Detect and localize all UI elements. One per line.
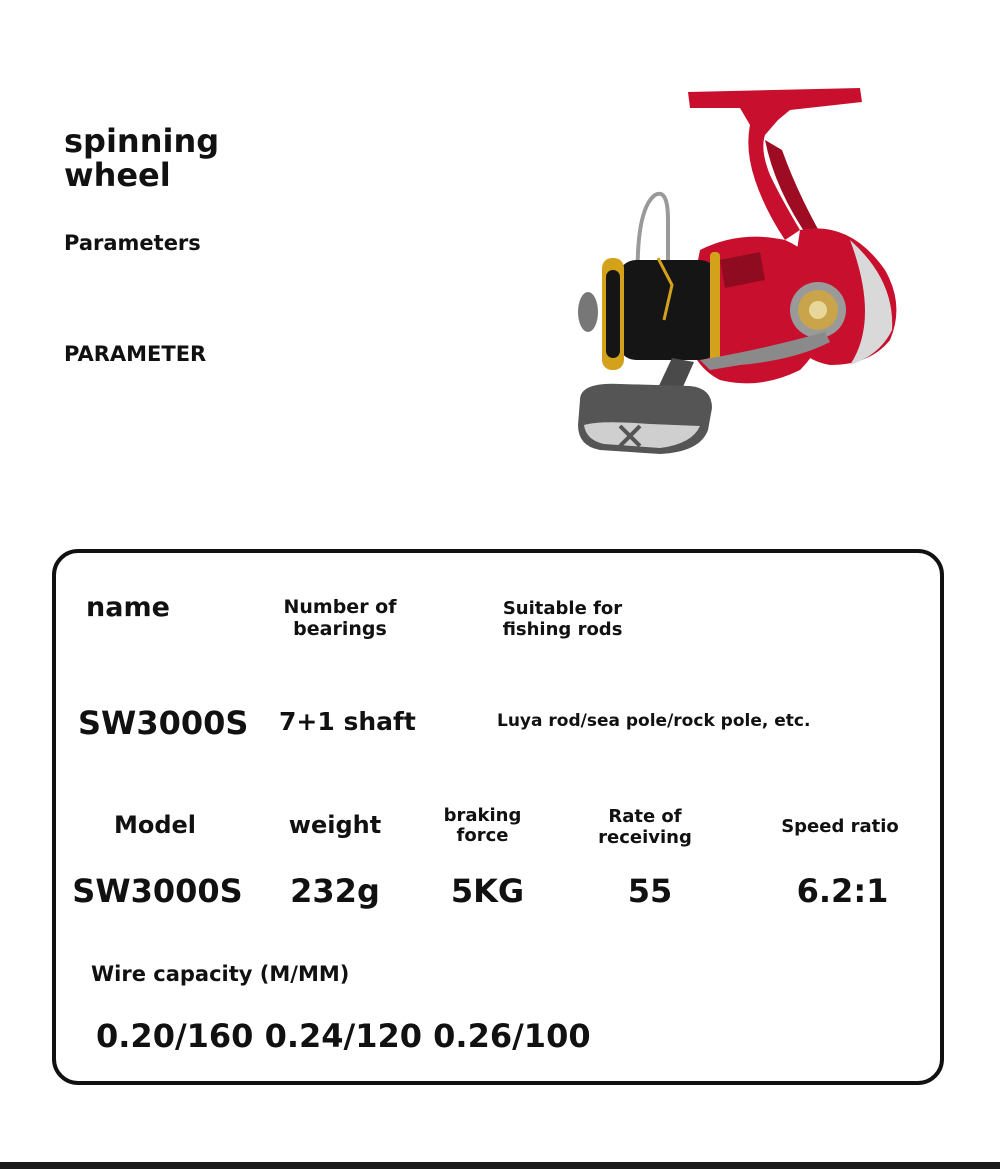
label-number-of-bearings: Number of bearings xyxy=(283,596,397,640)
value-braking-force: 5KG xyxy=(450,872,525,910)
spinning-reel-icon xyxy=(560,80,920,470)
value-model: SW3000S xyxy=(72,872,243,910)
value-rate-of-receiving: 55 xyxy=(627,872,673,910)
label-wire-capacity: Wire capacity (M/MM) xyxy=(91,962,350,986)
page-title: spinning wheel xyxy=(64,122,220,194)
label-speed-ratio: Speed ratio xyxy=(781,816,899,837)
label-suitable-rods: Suitable for fishing rods xyxy=(502,598,623,640)
label-rate-of-receiving: Rate of receiving xyxy=(598,806,692,848)
value-bearings: 7+1 shaft xyxy=(279,707,416,736)
spinning-reel-image xyxy=(560,80,920,470)
value-suitable-rods: Luya rod/sea pole/rock pole, etc. xyxy=(497,711,811,731)
label-name: name xyxy=(86,592,170,623)
bottom-divider xyxy=(0,1162,1000,1169)
value-name: SW3000S xyxy=(78,704,249,742)
subtitle-parameters: Parameters xyxy=(64,231,201,255)
value-wire-capacity: 0.20/160 0.24/120 0.26/100 xyxy=(96,1017,591,1055)
label-weight: weight xyxy=(288,811,382,839)
label-model: Model xyxy=(113,811,197,839)
value-weight: 232g xyxy=(290,872,380,910)
subtitle-parameter-caps: PARAMETER xyxy=(64,342,207,366)
label-braking-force: braking force xyxy=(443,805,522,846)
value-speed-ratio: 6.2:1 xyxy=(796,872,889,910)
